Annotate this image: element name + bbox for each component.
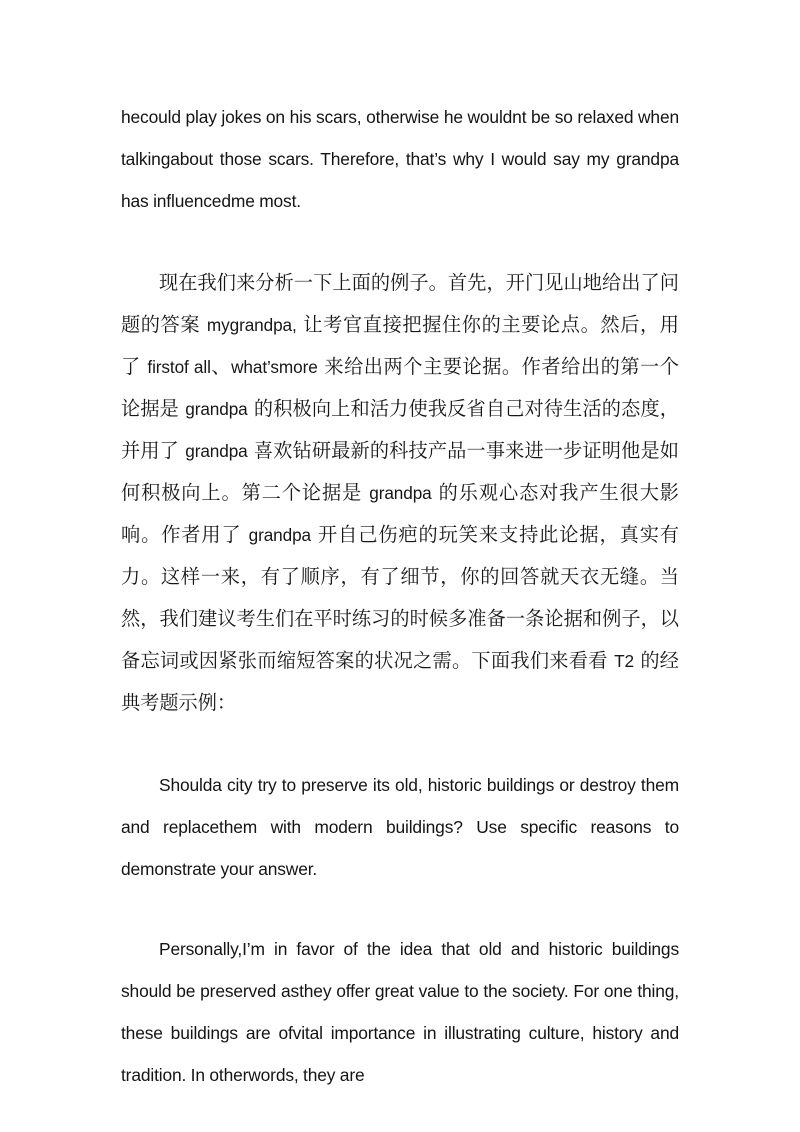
inline-latin-run: T2 xyxy=(614,651,634,671)
inline-cjk-run: 的积极向上和活力使我反省自己对待生活的态度，并用了 xyxy=(121,397,679,462)
inline-latin-run: grandpa xyxy=(185,441,248,461)
inline-cjk-run: 开自己伤疤的玩笑来支持此论据，真实有力。这样一来，有了顺序，有了细节，你的回答就天衣无缝。当然，我们建议考生们在平时练习的时候多准备一条论据和例子，以备忘词或因紧张而缩短答案的状况之需。下面我们来看看 xyxy=(121,523,679,672)
inline-cjk-run: 来给出两个主要论据。作者给出的第一个论据是 xyxy=(121,355,679,420)
inline-latin-run: grandpa xyxy=(185,399,248,419)
document-text-column xyxy=(121,96,679,1096)
inline-latin-run: mygrandpa, xyxy=(206,315,297,335)
inline-latin-run: grandpa xyxy=(248,525,312,545)
inline-cjk-run: 现在我们来分析一下上面的例子。首先，开门见山地给出了问题的答案 xyxy=(121,271,679,336)
inline-cjk-run: 的经典考题示例： xyxy=(121,649,679,714)
inline-cjk-run: 的乐观心态对我产生很大影响。作者用了 xyxy=(121,481,679,546)
inline-latin-run: grandpa xyxy=(369,483,432,503)
paragraph-sample-answer: Personally,I’m in favor of the idea that old and historic buildings should be preserved asthey offer great value to the society. For one thing, these buildings are ofvital importance in illustrating culture, history and tradition. In otherwords, they are xyxy=(121,939,679,1085)
inline-cjk-run: 让考官直接把握住你的主要论点。然后，用了 xyxy=(121,313,679,378)
inline-latin-run: firstof all xyxy=(147,357,211,377)
paragraph-question-prompt: Shoulda city try to preserve its old, historic buildings or destroy them and replacethem with modern buildings? Use specific reasons to demonstrate your answer. xyxy=(121,775,679,879)
paragraph-chinese-analysis xyxy=(121,262,679,724)
paragraph-continued-english: hecould play jokes on his scars, otherwise he wouldnt be so relaxed when talkingabout those scars. Therefore, that’s why I would say my grandpa has influencedme most. xyxy=(121,107,679,211)
inline-cjk-run: 喜欢钻研最新的科技产品一事来进一步证明他是如何积极向上。第二个论据是 xyxy=(121,439,679,504)
inline-latin-run: what’smore xyxy=(231,357,318,377)
inline-cjk-run: 、 xyxy=(210,355,232,378)
